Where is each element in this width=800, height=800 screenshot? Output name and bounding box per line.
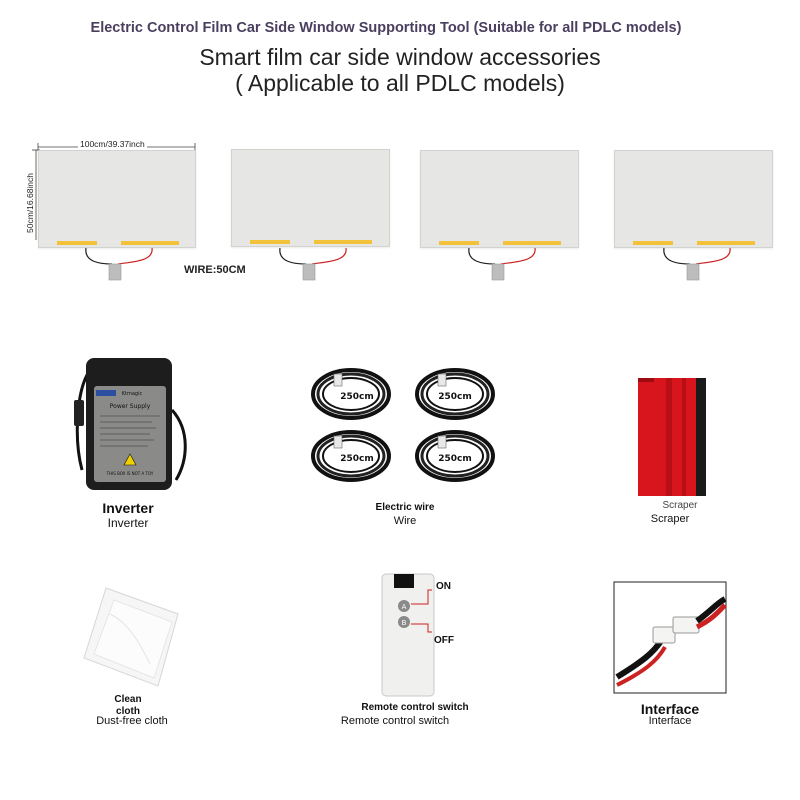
inverter-brand: Ktmagic (121, 391, 143, 397)
film-sheet-1 (38, 150, 196, 248)
scraper-caption: Scraper (650, 513, 690, 525)
cloth-icon (80, 584, 184, 690)
film-wire-2 (280, 248, 346, 280)
cloth-caption-bold-2: cloth (116, 706, 140, 717)
remote-button-a: A (401, 603, 407, 611)
wire-coils-icon (306, 360, 506, 490)
remote-on-label: ON (436, 581, 451, 592)
film-wire-4 (664, 248, 730, 280)
film-sheet-3 (420, 150, 579, 248)
page-title-line1: Smart film car side window accessories (199, 44, 601, 70)
inverter-caption-bold: Inverter (102, 500, 154, 516)
inverter-device-title: Power Supply (109, 403, 151, 410)
cloth-caption-bold-1: Clean (114, 694, 142, 705)
width-dimension-label: 100cm/39.37inch (80, 139, 145, 149)
wire-caption: Wire (393, 515, 417, 527)
film-wire-1 (86, 248, 152, 280)
scraper-icon (636, 376, 708, 498)
inverter-caption: Inverter (107, 516, 149, 530)
film-sheet-4 (614, 150, 773, 248)
film-sheet-2 (231, 149, 390, 247)
film-wire-3 (469, 248, 535, 280)
inverter-box-note: THIS BOX IS NOT A TOY (106, 471, 154, 476)
remote-icon (380, 572, 470, 698)
page-title-line2: ( Applicable to all PDLC models) (235, 70, 565, 96)
remote-off-label: OFF (434, 635, 454, 646)
height-dimension-label: 50cm/16.68inch (25, 172, 35, 233)
inverter-icon (72, 350, 192, 500)
wire-caption-bold: Electric wire (375, 502, 435, 513)
remote-button-b: B (401, 619, 407, 627)
film-wires (0, 240, 800, 290)
scraper-caption-top: Scraper (662, 500, 698, 511)
cloth-caption: Dust-free cloth (96, 715, 168, 727)
wire-length-label: WIRE:50CM (184, 264, 246, 276)
remote-caption-bold: Remote control switch (361, 702, 469, 713)
coil-label-3: 250cm (340, 454, 374, 464)
interface-caption: Interface (648, 715, 692, 727)
interface-caption-bold: Interface (640, 701, 700, 717)
coil-label-2: 250cm (438, 392, 472, 402)
coil-label-4: 250cm (438, 454, 472, 464)
banner-title: Electric Control Film Car Side Window Supporting Tool (Suitable for all PDLC models) (90, 20, 682, 36)
remote-caption: Remote control switch (340, 715, 450, 727)
coil-label-1: 250cm (340, 392, 374, 402)
interface-icon (613, 581, 727, 694)
